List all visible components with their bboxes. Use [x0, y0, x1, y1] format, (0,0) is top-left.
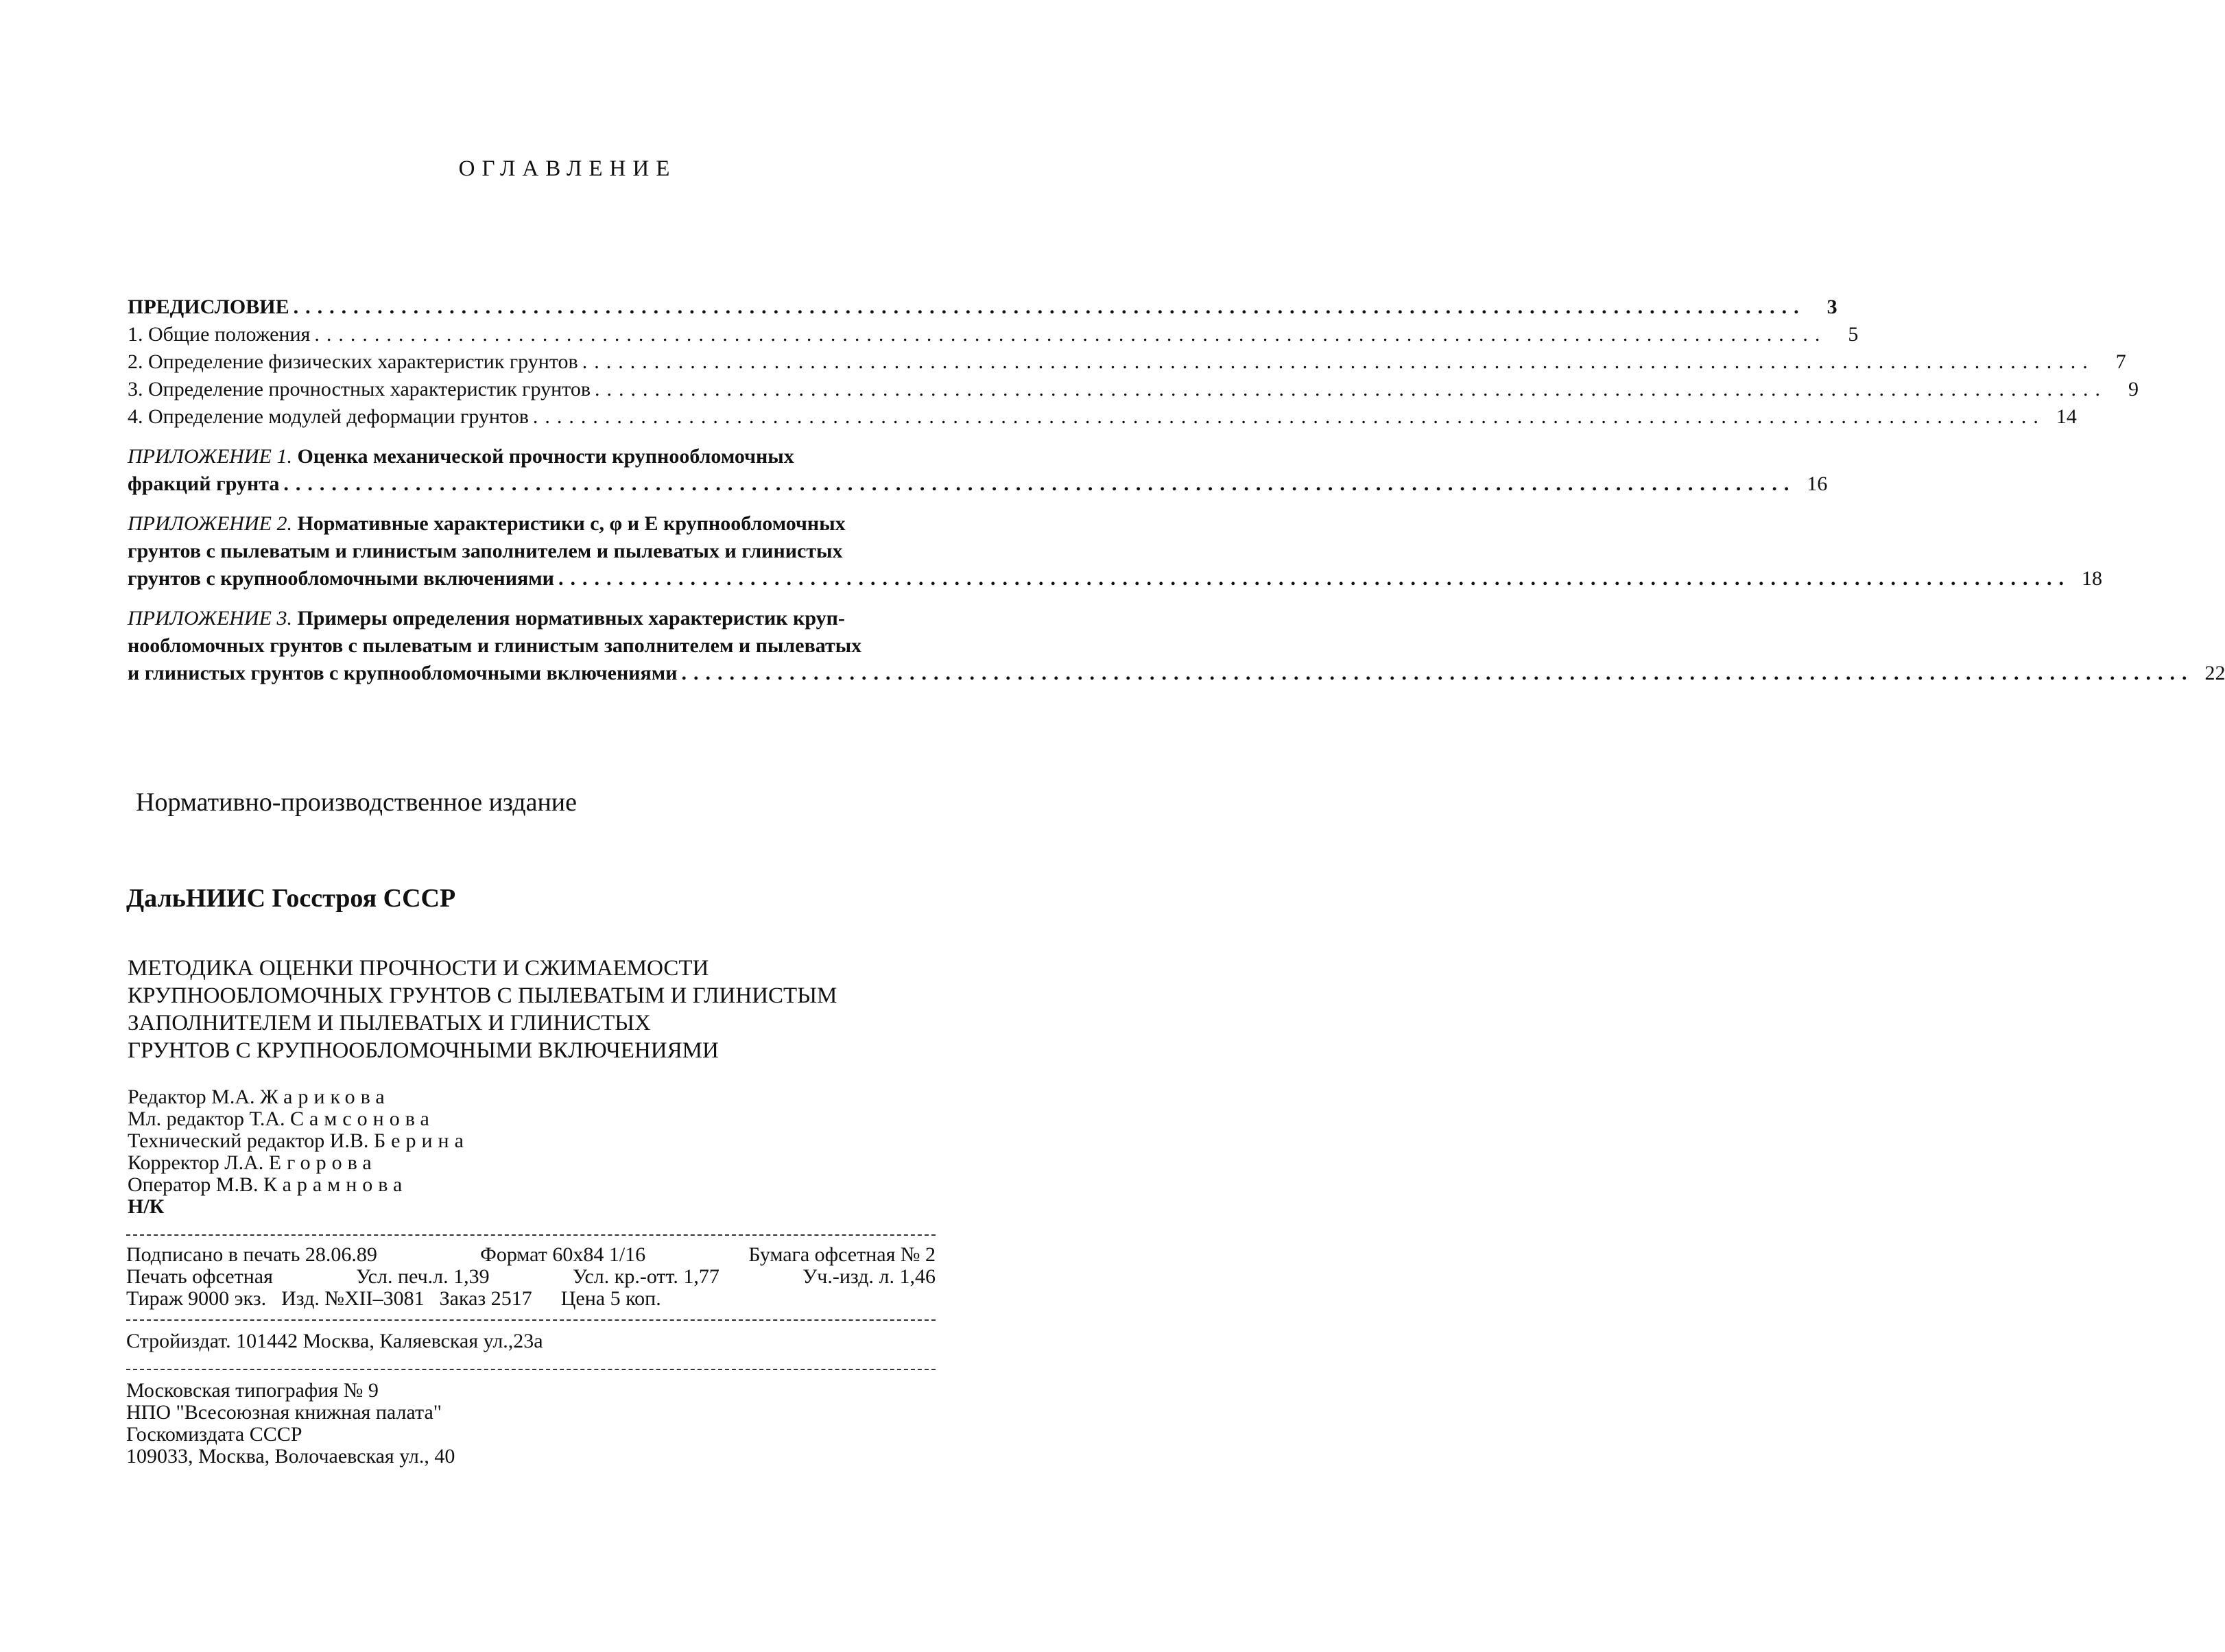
- toc-entry: [128, 294, 1837, 321]
- credit-line: [128, 1152, 469, 1174]
- appendix-prefix: ПРИЛОЖЕНИЕ 2.: [128, 512, 292, 535]
- appendix-text: фракций грунта: [128, 472, 280, 495]
- printer-info: [126, 1380, 455, 1468]
- credit-name: Берина: [373, 1129, 469, 1152]
- imprint-field: Заказ 2517: [439, 1287, 532, 1310]
- book-title-line: МЕТОДИКА ОЦЕНКИ ПРОЧНОСТИ И СЖИМАЕМОСТИ: [128, 956, 709, 981]
- printer-line: 109033, Москва, Волочаевская ул., 40: [126, 1445, 455, 1468]
- printer-line: НПО "Всесоюзная книжная палата": [126, 1401, 442, 1424]
- leader-dots: ..............................................................................................................................: [532, 405, 2045, 428]
- imprint-field: Формат 60х84 1/16: [480, 1243, 646, 1266]
- appendix-text: и глинистых грунтов с крупнообломочными включениями: [128, 662, 678, 684]
- imprint-line: [126, 1266, 936, 1288]
- book-title-line: ГРУНТОВ С КРУПНООБЛОМОЧНЫМИ ВКЛЮЧЕНИЯМИ: [128, 1038, 719, 1063]
- appendix-text: грунтов с пылеватым и глинистым заполнителем и пылеватых и глинистых: [128, 540, 843, 562]
- leader-dots: ..............................................................................................................................: [314, 323, 1827, 346]
- printer-line: Московская типография № 9: [126, 1379, 379, 1402]
- toc-entry-page: 16: [1807, 472, 1828, 495]
- edition-type: Нормативно-производственное издание: [136, 788, 577, 817]
- toc-entry-label: 3. Определение прочностных характеристик грунтов: [128, 378, 591, 400]
- leader-dots: ..............................................................................................................................: [681, 662, 2194, 684]
- book-title-line: КРУПНООБЛОМОЧНЫХ ГРУНТОВ С ПЫЛЕВАТЫМ И ГЛИНИСТЫМ: [128, 983, 837, 1008]
- imprint-field: Печать офсетная: [126, 1265, 273, 1288]
- appendix-text: Оценка механической прочности крупнообломочных: [297, 445, 794, 468]
- toc-appendix-2: [128, 510, 2102, 592]
- toc-entry: [128, 321, 1859, 348]
- leader-dots: ..............................................................................................................................: [595, 378, 2108, 400]
- toc-entry: [128, 403, 2077, 431]
- leader-dots: ..............................................................................................................................: [582, 350, 2095, 373]
- credit-name: Егорова: [268, 1151, 377, 1174]
- credit-name: Карамнова: [263, 1173, 408, 1196]
- divider: [126, 1319, 936, 1321]
- imprint-line: [126, 1288, 936, 1310]
- credit-line: [128, 1086, 469, 1108]
- credit-role: Корректор Л.А.: [128, 1151, 264, 1174]
- imprint-field: Цена 5 коп.: [560, 1287, 661, 1310]
- appendix-text: Нормативные характеристики с, φ и Е крупнообломочных: [297, 512, 846, 535]
- toc-entry-page: 7: [2115, 350, 2126, 373]
- toc-entry-page: 9: [2128, 378, 2139, 400]
- appendix-text: грунтов с крупнообломочными включениями: [128, 567, 554, 590]
- divider: [126, 1234, 936, 1236]
- imprint: [126, 1244, 936, 1310]
- imprint-field: Бумага офсетная № 2: [748, 1243, 936, 1266]
- appendix-text: Примеры определения нормативных характеристик круп-: [297, 607, 845, 630]
- imprint-field: Усл. печ.л. 1,39: [356, 1265, 490, 1288]
- book-title: [128, 955, 837, 1064]
- toc-entry-page: 22: [2204, 662, 2225, 684]
- toc-entry-page: 18: [2081, 567, 2102, 590]
- toc-appendix-1: [128, 443, 1828, 498]
- credit-role: Редактор М.А.: [128, 1086, 255, 1108]
- book-title-line: ЗАПОЛНИТЕЛЕМ И ПЫЛЕВАТЫХ И ГЛИНИСТЫХ: [128, 1011, 651, 1036]
- toc-entry-page: 3: [1827, 296, 1837, 318]
- leader-dots: ..............................................................................................................................: [293, 296, 1806, 318]
- toc-entry: [128, 348, 2126, 376]
- toc-entry-label: 4. Определение модулей деформации грунтов: [128, 405, 529, 428]
- publisher-address: Стройиздат. 101442 Москва, Каляевская ул.,23а: [126, 1330, 543, 1352]
- credit-line: [128, 1174, 469, 1196]
- toc-entry-label: ПРЕДИСЛОВИЕ: [128, 296, 289, 318]
- organization: ДальНИИС Госстроя СССР: [126, 884, 456, 913]
- toc-entry: [128, 376, 2139, 403]
- credit-name: Самсонова: [290, 1108, 435, 1130]
- credit-role: Мл. редактор Т.А.: [128, 1108, 285, 1130]
- printer-line: Госкомиздата СССР: [126, 1423, 302, 1446]
- imprint-field: Подписано в печать 28.06.89: [126, 1243, 377, 1266]
- credit-line: [128, 1108, 469, 1130]
- imprint-field: Уч.-изд. л. 1,46: [802, 1265, 936, 1288]
- imprint-line: [126, 1244, 936, 1266]
- appendix-prefix: ПРИЛОЖЕНИЕ 1.: [128, 445, 292, 468]
- leader-dots: ..............................................................................................................................: [283, 472, 1796, 495]
- table-of-contents: [128, 294, 2225, 687]
- toc-title: ОГЛАВЛЕНИЕ: [458, 156, 677, 181]
- credit-role: Технический редактор И.В.: [128, 1129, 369, 1152]
- toc-entry-page: 14: [2056, 405, 2077, 428]
- credits: [128, 1086, 469, 1218]
- imprint-field: Усл. кр.-отт. 1,77: [572, 1265, 719, 1288]
- credit-name: Жарикова: [260, 1086, 390, 1108]
- toc-entry-label: 1. Общие положения: [128, 323, 311, 346]
- toc-entry-label: 2. Определение физических характеристик грунтов: [128, 350, 578, 373]
- toc-appendix-3: [128, 605, 2225, 687]
- appendix-text: нообломочных грунтов с пылеватым и глинистым заполнителем и пылеватых: [128, 634, 862, 657]
- appendix-prefix: ПРИЛОЖЕНИЕ 3.: [128, 607, 292, 630]
- credit-role: Оператор М.В.: [128, 1173, 259, 1196]
- imprint-field: Изд. №XII–3081: [281, 1287, 425, 1310]
- toc-entry-page: 5: [1848, 323, 1859, 346]
- leader-dots: ..............................................................................................................................: [558, 567, 2071, 590]
- nk-mark: Н/К: [128, 1195, 165, 1218]
- imprint-field: Тираж 9000 экз.: [126, 1287, 267, 1310]
- divider: [126, 1369, 936, 1370]
- credit-line: [128, 1130, 469, 1152]
